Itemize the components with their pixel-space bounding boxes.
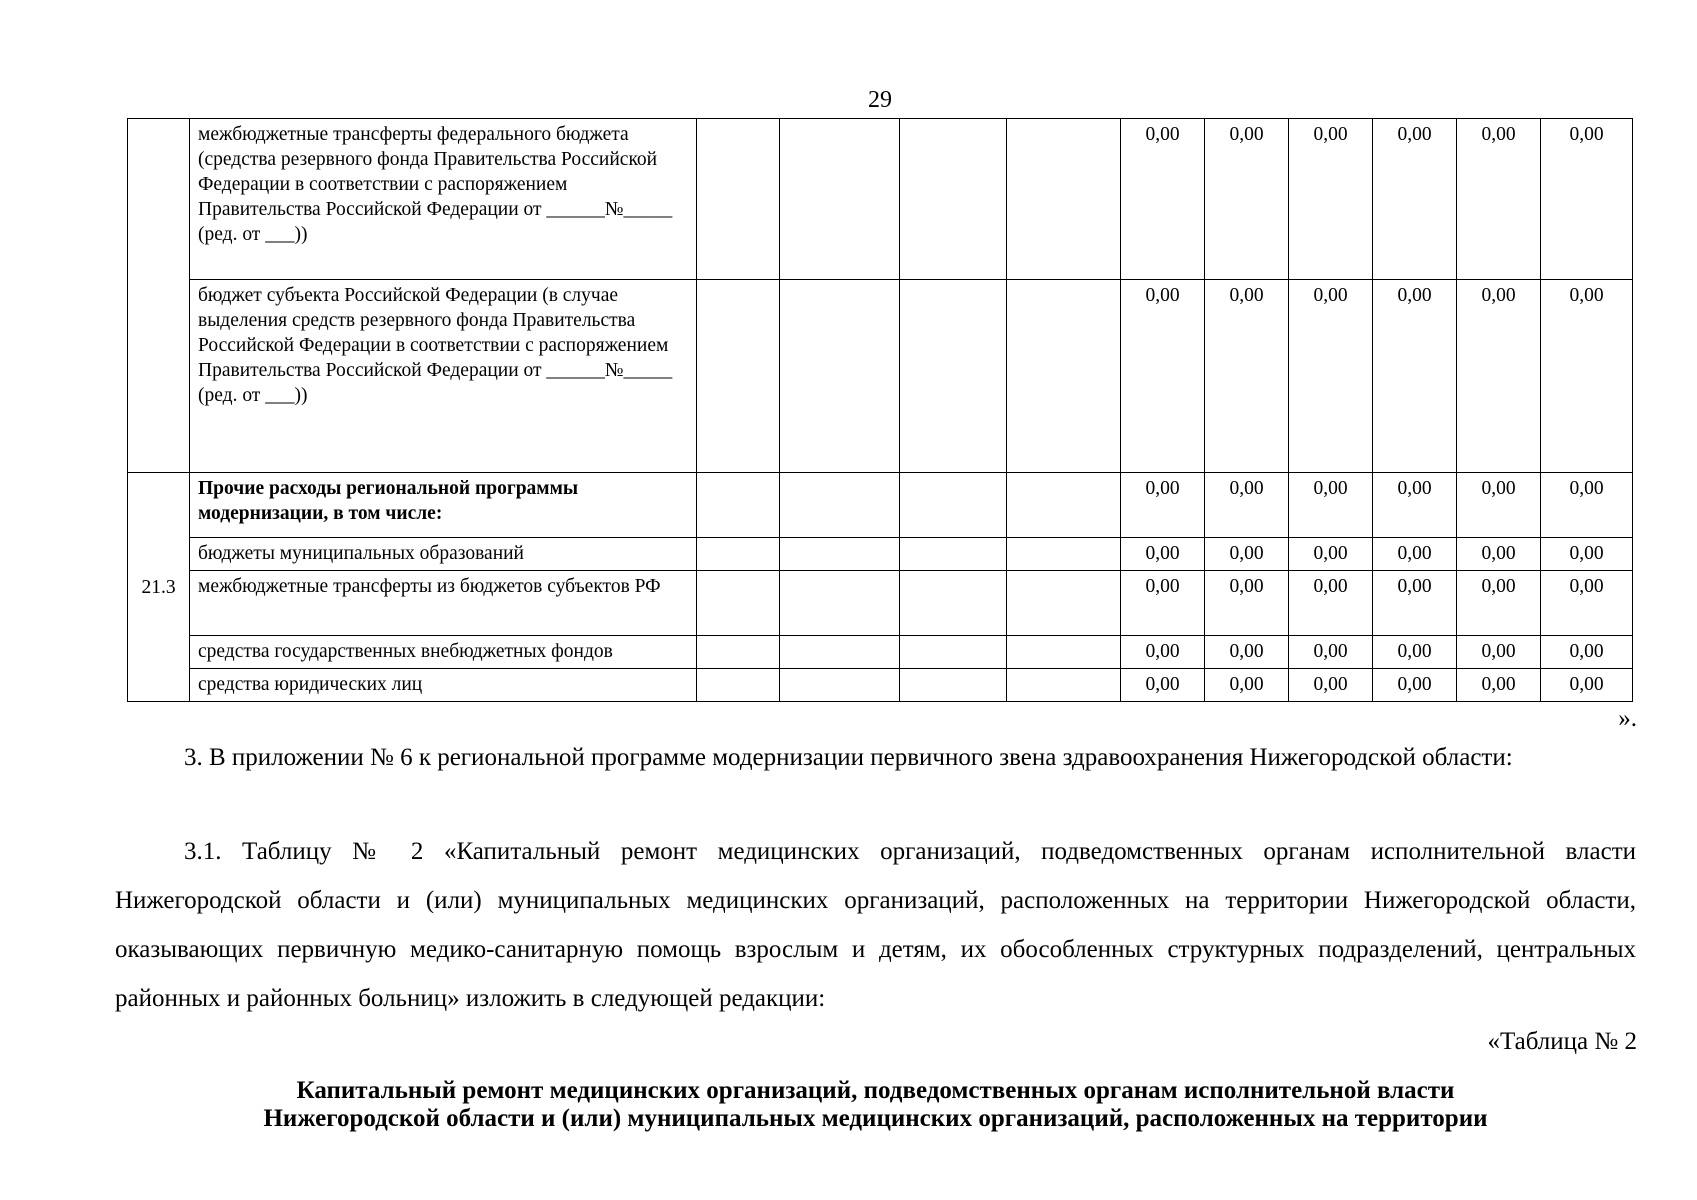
value-cell: 0,00 [1457, 119, 1541, 280]
value-cell: 0,00 [1205, 571, 1289, 636]
value-cell: 0,00 [1121, 571, 1205, 636]
value-cell: 0,00 [1373, 280, 1457, 473]
table-cell [780, 538, 900, 571]
table-cell [697, 636, 780, 669]
table-cell [780, 473, 900, 538]
value-cell: 0,00 [1205, 280, 1289, 473]
table-cell [900, 119, 1007, 280]
value-cell: 0,00 [1457, 538, 1541, 571]
table-title-line: Нижегородской области и (или) муниципальных медицинских организаций, расположенных на территории [263, 1105, 1488, 1132]
table-label: «Таблица № 2 [1487, 1028, 1637, 1055]
value-cell: 0,00 [1373, 636, 1457, 669]
paragraph-3-1 [115, 827, 1636, 1023]
table-cell [1007, 571, 1121, 636]
value-cell: 0,00 [1289, 473, 1373, 538]
table-cell [1007, 538, 1121, 571]
row-label: межбюджетные трансферты из бюджетов субъектов РФ [190, 571, 697, 636]
value-cell: 0,00 [1121, 636, 1205, 669]
table-cell [900, 669, 1007, 702]
table-cell [900, 538, 1007, 571]
value-cell: 0,00 [1289, 571, 1373, 636]
value-cell: 0,00 [1121, 538, 1205, 571]
table-cell [1007, 669, 1121, 702]
value-cell: 0,00 [1205, 473, 1289, 538]
row-label: бюджеты муниципальных образований [190, 538, 697, 571]
value-cell: 0,00 [1541, 280, 1633, 473]
value-cell: 0,00 [1373, 119, 1457, 280]
row-number: 21.3 [128, 473, 190, 702]
value-cell: 0,00 [1205, 669, 1289, 702]
value-cell: 0,00 [1541, 636, 1633, 669]
table-cell [697, 280, 780, 473]
table-cell [780, 280, 900, 473]
table-cell [780, 119, 900, 280]
value-cell: 0,00 [1121, 473, 1205, 538]
table-cell [900, 473, 1007, 538]
table-cell [697, 119, 780, 280]
table-cell [780, 636, 900, 669]
value-cell: 0,00 [1373, 669, 1457, 702]
row-label: Прочие расходы региональной программы модернизации, в том числе: [190, 473, 697, 538]
value-cell: 0,00 [1205, 538, 1289, 571]
page-number: 29 [868, 87, 892, 113]
value-cell: 0,00 [1373, 571, 1457, 636]
value-cell: 0,00 [1289, 636, 1373, 669]
value-cell: 0,00 [1457, 280, 1541, 473]
row-label: межбюджетные трансферты федерального бюджета (средства резервного фонда Правительства Российской Федерации в соответствии с распоряжением Правительства Российской Федерации от ______№_____ (ред. от ___)) [190, 119, 697, 280]
table-row [128, 636, 1633, 669]
table-cell [900, 280, 1007, 473]
table-cell [900, 571, 1007, 636]
closing-quote: ». [1618, 705, 1637, 732]
table-row [128, 473, 1633, 538]
value-cell: 0,00 [1457, 636, 1541, 669]
value-cell: 0,00 [1541, 538, 1633, 571]
value-cell: 0,00 [1289, 280, 1373, 473]
value-cell: 0,00 [1541, 669, 1633, 702]
budget-table [127, 118, 1633, 702]
table-cell [780, 571, 900, 636]
row-label: средства государственных внебюджетных фондов [190, 636, 697, 669]
value-cell: 0,00 [1541, 119, 1633, 280]
value-cell: 0,00 [1457, 473, 1541, 538]
value-cell: 0,00 [1121, 669, 1205, 702]
table-cell [697, 473, 780, 538]
table-row [128, 119, 1633, 280]
table-cell [697, 571, 780, 636]
paragraph-text: 3.1. Таблицу № 2 «Капитальный ремонт медицинских организаций, подведомственных органам исполнительной власти Нижегородской области и (или) муниципальных медицинских организаций, расположенных на территории Нижегородской области, оказывающих первичную медико-санитарную помощь взрослым и детям, их обособленных структурных подразделений, центральных районных и районных больниц» изложить в следующей редакции: [115, 838, 1636, 1012]
table-row [128, 571, 1633, 636]
paragraph-text: 3. В приложении № 6 к региональной программе модернизации первичного звена здравоохранения Нижегородской области: [184, 744, 1513, 771]
paragraph-3 [115, 733, 1636, 782]
value-cell: 0,00 [1457, 571, 1541, 636]
table-cell [1007, 280, 1121, 473]
value-cell: 0,00 [1373, 538, 1457, 571]
table-cell [128, 119, 190, 473]
table-title [115, 1077, 1636, 1133]
value-cell: 0,00 [1121, 280, 1205, 473]
value-cell: 0,00 [1289, 538, 1373, 571]
value-cell: 0,00 [1289, 669, 1373, 702]
table-title-line: Капитальный ремонт медицинских организаций, подведомственных органам исполнительной власти [296, 1077, 1455, 1104]
table-cell [1007, 636, 1121, 669]
value-cell: 0,00 [1541, 571, 1633, 636]
table-row [128, 538, 1633, 571]
table-row [128, 280, 1633, 473]
row-label: средства юридических лиц [190, 669, 697, 702]
table-row [128, 669, 1633, 702]
table-cell [697, 538, 780, 571]
table-cell [900, 636, 1007, 669]
value-cell: 0,00 [1541, 473, 1633, 538]
value-cell: 0,00 [1121, 119, 1205, 280]
value-cell: 0,00 [1373, 473, 1457, 538]
table-cell [1007, 119, 1121, 280]
value-cell: 0,00 [1205, 636, 1289, 669]
value-cell: 0,00 [1457, 669, 1541, 702]
table-cell [1007, 473, 1121, 538]
value-cell: 0,00 [1289, 119, 1373, 280]
value-cell: 0,00 [1205, 119, 1289, 280]
table-cell [780, 669, 900, 702]
row-label: бюджет субъекта Российской Федерации (в случае выделения средств резервного фонда Правительства Российской Федерации в соответствии с распоряжением Правительства Российской Федерации от ______№_____ (ред. от ___)) [190, 280, 697, 473]
table-cell [697, 669, 780, 702]
